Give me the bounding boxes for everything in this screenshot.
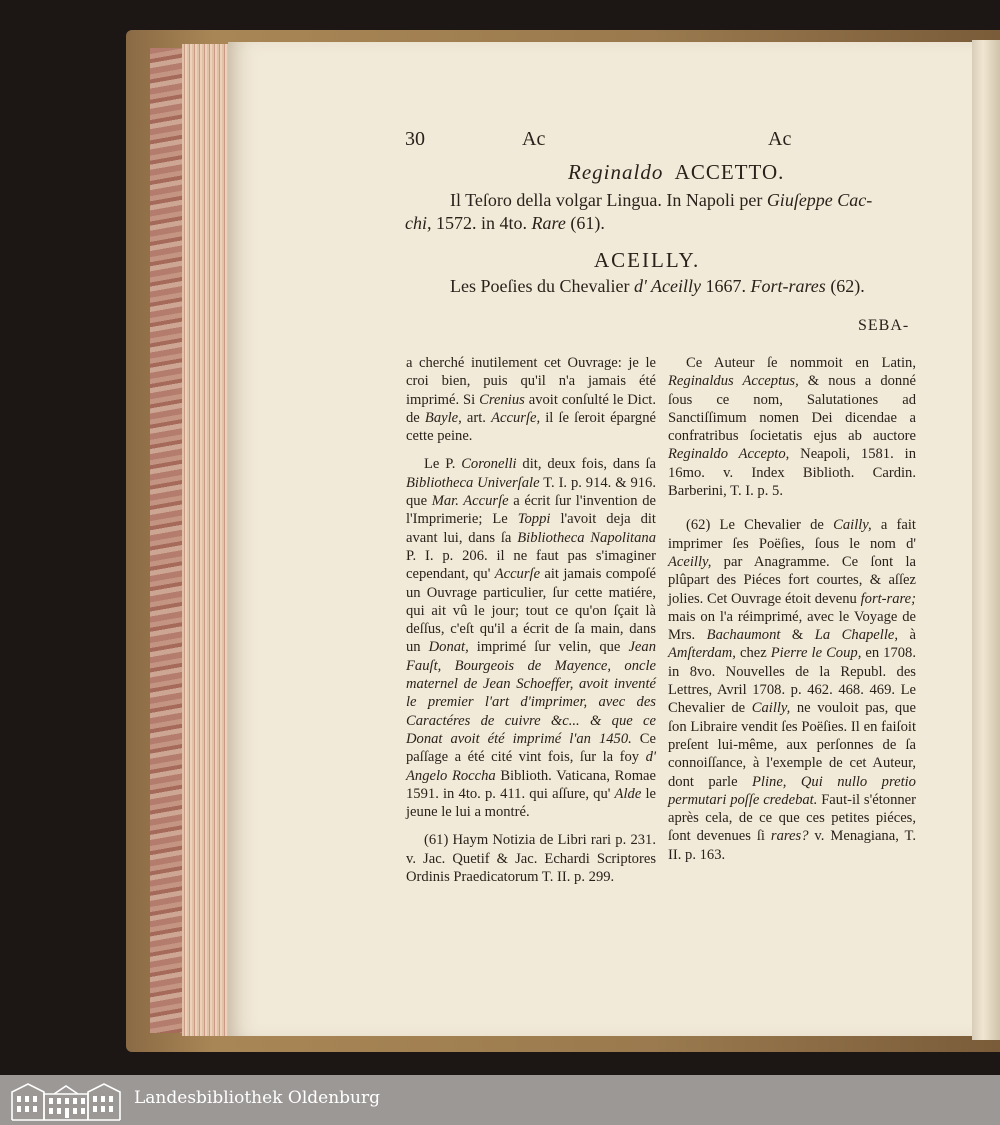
text-run: ne vouloit pas, que ſon Libraire vendit ſes Poëſies. Il en faiſoit preſent lui-même, aux perſonnes de ſa connoiſſance, à l'exemple de cet Auteur, dont parle	[668, 700, 916, 790]
text-run: Pierre le Coup,	[770, 645, 862, 662]
text-run: Cailly,	[751, 700, 791, 717]
text-run: La Chapelle,	[814, 627, 899, 644]
text-run: (62) Le Chevalier de	[686, 517, 834, 534]
text-run: rares?	[770, 828, 809, 845]
text-run: Coronelli	[461, 456, 517, 473]
text-run: avoit conſulté le Dict. de	[406, 391, 656, 426]
right-paragraph-1	[668, 354, 916, 500]
title-given-name: Reginaldo	[568, 160, 664, 184]
title-surname: ACCETTO.	[674, 160, 785, 184]
text-run: Bibliotheca Napolitana	[517, 529, 656, 546]
text-run: Fort-rares	[750, 276, 826, 296]
text-run: Bayle,	[424, 409, 462, 426]
page-number: 30	[405, 128, 425, 150]
text-run: Donat,	[428, 639, 469, 656]
text-run: par Anagramme. Ce ſont la plûpart des Piéces fort courtes, & aſſez jolies. Cet Ouvrage étoit devenu	[668, 553, 916, 607]
text-run: (61).	[565, 213, 605, 233]
text-run: Accurſe	[494, 566, 541, 583]
text-run: mais on l'a réimprimé, avec le Voyage de Mrs.	[668, 608, 916, 644]
text-run: en 1708. in 8vo. Nouvelles de la Republ. des Lettres, Avril 1708. p. 462. 468. 469. Le Chevalier de	[668, 645, 916, 717]
entry-title-accetto	[568, 160, 784, 185]
text-run: Crenius	[479, 391, 525, 408]
marbled-edge	[150, 48, 182, 1033]
library-building-icon	[10, 1078, 122, 1122]
text-run: a fait imprimer ſes Poëſies, ſous le nom d'	[668, 517, 916, 552]
text-run: chi,	[405, 213, 432, 233]
text-run: Giuſeppe Cac-	[766, 190, 873, 210]
text-run: Ce Auteur ſe nommoit en Latin,	[686, 355, 916, 371]
text-run: &	[780, 627, 815, 644]
left-paragraph-1	[406, 354, 656, 445]
text-run: imprimé ſur velin, que	[468, 639, 629, 656]
text-run: Alde	[614, 785, 642, 802]
text-run: a cherché inutilement cet Ouvrage: je le croi bien, puis qu'il n'a jamais été imprimé. Si	[406, 355, 656, 408]
text-run: Le P.	[424, 456, 462, 473]
text-run: P. I. p. 206. il ne faut pas s'imaginer cependant, qu'	[406, 547, 656, 583]
text-run: Aceilly,	[668, 553, 712, 570]
text-run: Pline, Qui nullo pretio permutari poſſe credebat.	[668, 773, 916, 808]
text-run: Mar. Accurſe	[431, 493, 509, 510]
text-run: Rare	[531, 213, 566, 233]
text-run: Accurſe,	[491, 409, 541, 426]
text-run: T. I. p. 914. & 916. que	[406, 474, 656, 510]
text-run: art.	[461, 409, 492, 426]
catchword: SEBA-	[858, 317, 910, 334]
running-head-right: Ac	[768, 128, 792, 150]
text-run: Il Teſoro della volgar Lingua. In Napoli per	[450, 190, 767, 210]
text-run: il ſe ſeroit épargné cette peine.	[406, 409, 656, 445]
text-run: Toppi	[517, 511, 551, 528]
text-run: Reginaldus Acceptus,	[668, 373, 799, 390]
entry-accetto-line1	[450, 190, 872, 211]
footer-library-name: Landesbibliothek Oldenburg	[134, 1088, 381, 1108]
left-paragraph-2	[406, 455, 656, 821]
left-column	[406, 354, 656, 896]
text-run: Bibliotheca Univerſale	[406, 474, 540, 491]
text-run: Amſterdam,	[668, 645, 736, 662]
text-run: & nous a donné ſous ce nom, Salutationes ad Sanctiſſimum nomen Dei dicendae a confratribus ſocietatis ejus ab auctore	[668, 373, 916, 445]
text-run: a écrit ſur l'invention de l'Imprimerie; Le	[406, 493, 656, 528]
text-run: Faut-il s'étonner après cela, de ce que ces petites piéces, ſont devenues ſi	[668, 791, 916, 845]
text-run: 1572. in 4to.	[431, 213, 532, 233]
running-head-left: Ac	[522, 128, 546, 150]
text-run: (61) Haym Notizia de Libri rari p. 231. v. Jac. Quetif & Jac. Echardi Scriptores Ordinis Praedicatorum T. II. p. 299.	[406, 832, 656, 886]
text-run: fort-rare;	[860, 590, 916, 607]
text-run: v. Menagiana, T. II. p. 163.	[668, 828, 916, 863]
text-run: Ce paſſage a été cité vint fois, ſur la foy	[406, 730, 656, 766]
entry-title-aceilly: ACEILLY.	[594, 248, 701, 272]
entry-accetto-line2	[405, 213, 605, 234]
footnote-62	[668, 516, 916, 864]
text-run: Reginaldo Accepto,	[668, 446, 790, 463]
text-run: Biblioth. Vaticana, Romae 1591. in 4to. p. 411. qui aſſure, qu'	[406, 767, 656, 802]
text-run: à	[898, 627, 916, 644]
text-run: d' Angelo Roccha	[406, 749, 656, 784]
text-run: ait jamais compoſé un Ouvrage particulier, ſur cette matiére, qui ait vû le jour; tout ce qu'on ſçait là deſſus, c'eſt qu'il a écrit de ſa main, dans un	[406, 566, 656, 656]
text-run: Cailly,	[833, 517, 872, 534]
text-run: Jean Fauſt, Bourgeois de Mayence, oncle maternel de Jean Schoeffer, avoit inventé le premier l'art d'imprimer, avec des Caractéres de cuivre &c... & que ce Donat avoit été imprimé l'an 1450.	[406, 639, 656, 747]
text-run: (62).	[825, 276, 865, 296]
entry-aceilly-line	[450, 276, 865, 297]
text-run: l'avoit deja dit avant lui, dans ſa	[406, 511, 656, 546]
footnote-61	[406, 831, 656, 886]
text-run: 1667.	[700, 276, 751, 296]
page-gutter	[972, 40, 1000, 1040]
text-run: d' Aceilly	[633, 276, 701, 296]
text-run: chez	[735, 645, 771, 662]
text-run: Neapoli, 1581. in 16mo. v. Index Biblioth. Cardin. Barberini, T. I. p. 5.	[668, 446, 916, 500]
page-edges	[182, 44, 228, 1036]
text-run: Bachaumont	[706, 627, 781, 644]
right-column	[668, 354, 916, 874]
text-run: Les Poeſies du Chevalier	[450, 276, 634, 296]
text-run: dit, deux fois, dans ſa	[516, 456, 656, 473]
text-run: le jeune le lui a montré.	[406, 785, 656, 821]
